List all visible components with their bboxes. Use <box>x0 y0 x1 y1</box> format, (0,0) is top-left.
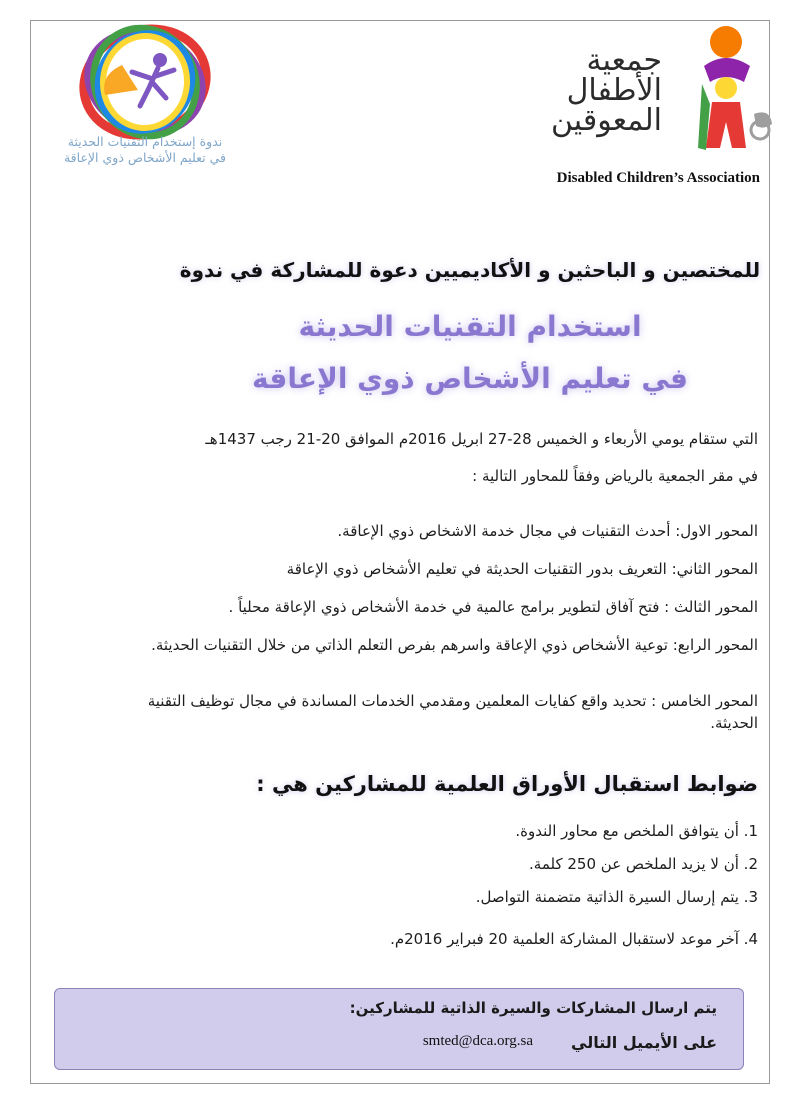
dca-english-name: Disabled Children’s Association <box>556 170 760 186</box>
axis-item-1: المحور الاول: أحدث التقنيات في مجال خدمة الاشخاص ذوي الإعاقة. <box>337 522 758 540</box>
axis-item-4: المحور الرابع: توعية الأشخاص ذوي الإعاقة واسرهم بفرص التعلم الذاتي من خلال التقنيات الحديثة. <box>151 636 758 654</box>
dca-arabic-line3: المعوقين <box>550 103 662 138</box>
event-date: التي ستقام يومي الأربعاء و الخميس 28-27 ابريل 2016م الموافق 20-21 رجب 1437هـ <box>205 430 758 448</box>
symposium-caption-line1: ندوة إستخدام التقنيات الحديثة <box>67 134 223 149</box>
symposium-logo <box>60 20 230 205</box>
criteria-item-3: 3. يتم إرسال السيرة الذاتية متضمنة التواصل. <box>475 888 758 906</box>
contact-instructions: يتم ارسال المشاركات والسيرة الذاتية للمشاركين: <box>349 999 717 1017</box>
dca-logo <box>532 18 782 203</box>
symposium-title-line2: في تعليم الأشخاص ذوي الإعاقة <box>252 362 688 395</box>
contact-box <box>54 988 744 1070</box>
contact-email[interactable]: smted@dca.org.sa <box>422 1033 533 1049</box>
dca-arabic-line1: جمعية <box>586 43 662 78</box>
criteria-item-2: 2. أن لا يزيد الملخص عن 250 كلمة. <box>529 855 758 873</box>
invitation-intro: للمختصين و الباحثين و الأكاديميين دعوة للمشاركة في ندوة <box>179 258 761 282</box>
dca-arabic-name <box>532 43 662 138</box>
event-venue: في مقر الجمعية بالرياض وفقاً للمحاور التالية : <box>472 467 758 485</box>
contact-email-label: على الأيميل التالي <box>571 1033 717 1052</box>
dca-children-icon <box>664 18 774 168</box>
criteria-item-4: 4. آخر موعد لاستقبال المشاركة العلمية 20 فبراير 2016م. <box>390 930 758 948</box>
axis-item-2: المحور الثاني: التعريف بدور التقنيات الحديثة في تعليم الأشخاص ذوي الإعاقة <box>286 560 758 578</box>
criteria-heading: ضوابط استقبال الأوراق العلمية للمشاركين هي : <box>256 772 758 796</box>
dca-arabic-line2: الأطفال <box>566 73 662 108</box>
symposium-caption <box>40 134 250 166</box>
axis-item-5: المحور الخامس : تحديد واقع كفايات المعلمين ومقدمي الخدمات المساندة في مجال توظيف التقنية الحديثة. <box>147 692 758 732</box>
criteria-item-1: 1. أن يتوافق الملخص مع محاور الندوة. <box>515 822 758 840</box>
symposium-caption-line2: في تعليم الأشخاص ذوي الإعاقة <box>63 150 227 165</box>
symposium-title-line1: استخدام التقنيات الحديثة <box>298 310 642 343</box>
symposium-ring-logo <box>60 20 230 150</box>
axis-item-3: المحور الثالث : فتح آفاق لتطوير برامج عالمية في خدمة الأشخاص ذوي الإعاقة محلياً . <box>228 598 758 616</box>
